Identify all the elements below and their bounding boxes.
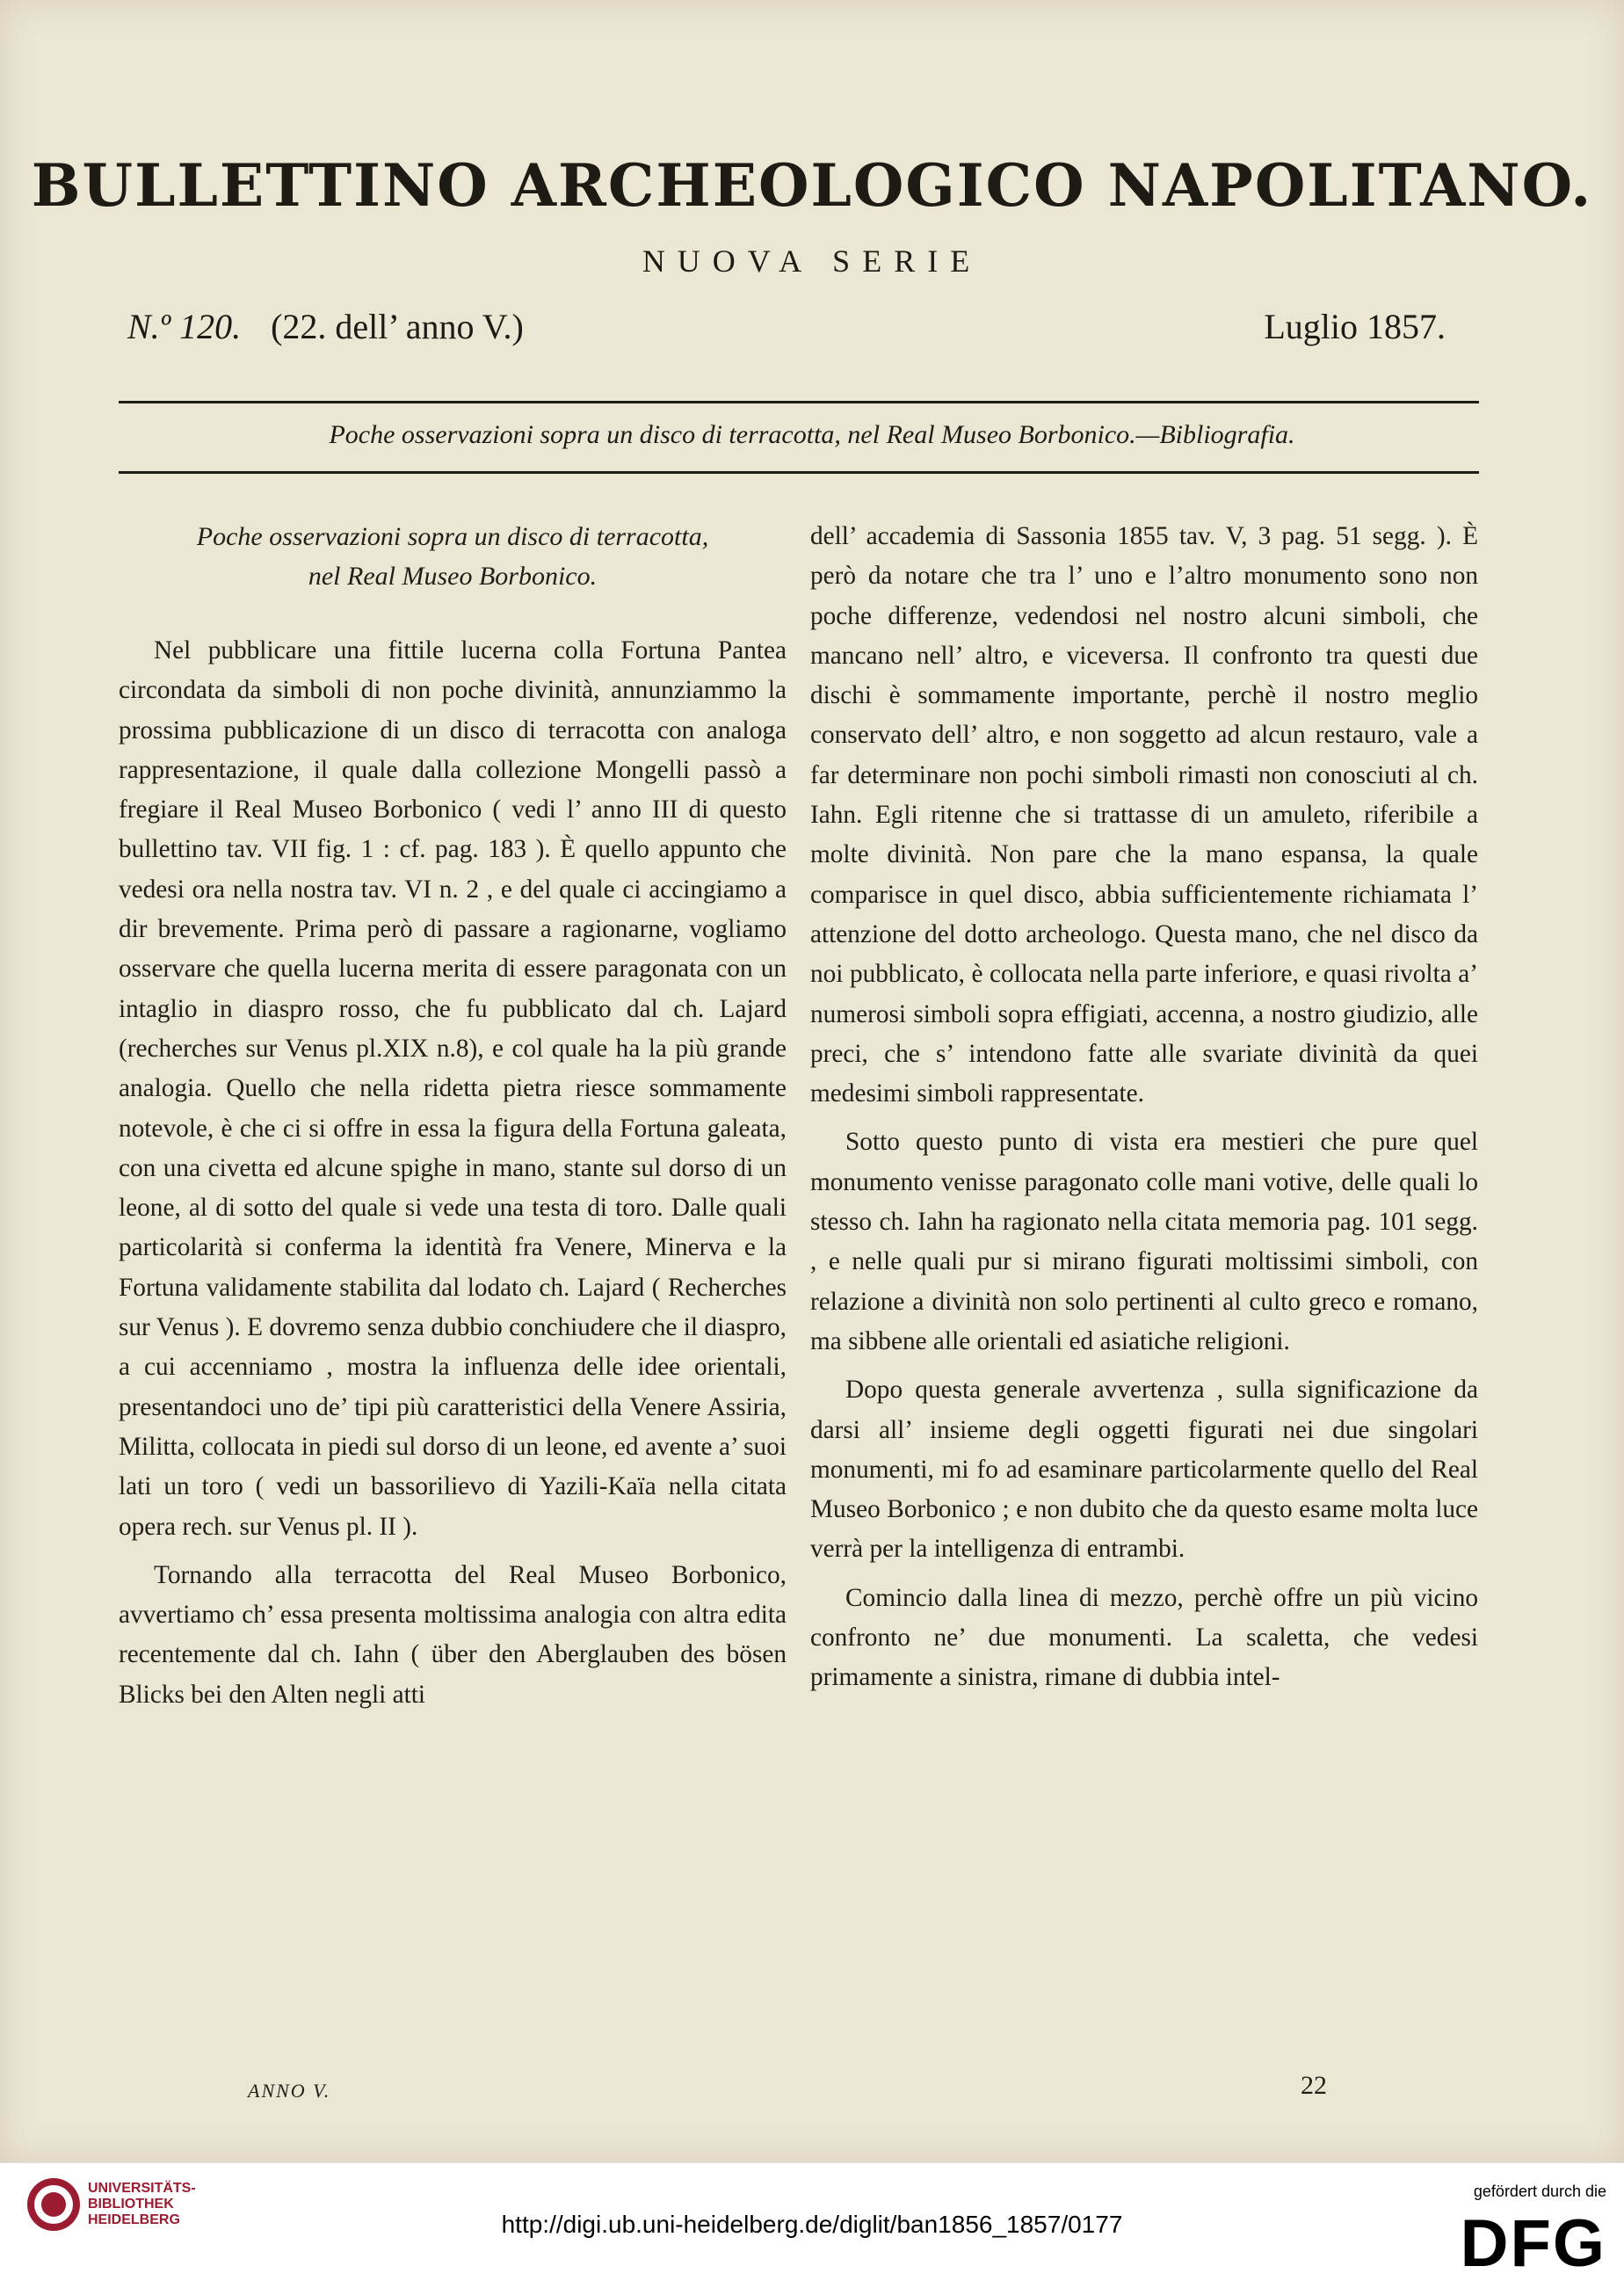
table-of-contents: Poche osservazioni sopra un disco di terracotta, nel Real Museo Borbonico.—Bibliografia. [329,420,1295,449]
header-rule-top [119,401,1479,403]
issue-number: N.º 120. [127,307,242,346]
header-rule-bottom [119,471,1479,474]
left-column [119,517,787,1724]
digitization-footer [0,2162,1624,2288]
article-title-line2: nel Real Museo Borbonico. [308,562,598,591]
dfg-logo: DFG [1460,2206,1606,2281]
paragraph: Tornando alla terracotta del Real Museo Borbonico, avvertiamo ch’ essa presenta moltissima analogia con altra edita recentemente dal ch. Iahn ( über den Aberglauben des bösen Blicks bei den Alten negli atti [119,1560,787,1709]
journal-title: BULLETTINO ARCHEOLOGICO NAPOLITANO. [31,151,1593,220]
issue-line [127,306,1446,347]
paragraph: Dopo questa generale avvertenza , sulla significazione da darsi all’ insieme degli oggetti figurati nei due singolari monumenti, mi fo ad esaminare particolarmente quello del Real Museo Borbonico ; e non dubito che da questo esame molta luce verrà per la intelligenza di entrambi. [810,1376,1478,1564]
paragraph: Sotto questo punto di vista era mestieri che pure quel monumento venisse paragonato colle mani votive, delle quali lo stesso ch. Iahn ha ragionato nella citata memoria pag. 101 segg. , e nelle quali pur si mirano figurati moltissimi simboli, con relazione a divinità non solo pertinenti al culto greco e romano, ma sibbene alle orientali ed asiatiche religioni. [810,1128,1478,1355]
issue-year: (22. dell’ anno V.) [271,307,524,346]
institution-name: UNIVERSITÄTS- BIBLIOTHEK HEIDELBERG [88,2181,196,2227]
article-title [119,517,787,596]
article-title-line1: Poche osservazioni sopra un disco di terracotta, [196,522,709,551]
series-subtitle: NUOVA SERIE [642,243,982,279]
issue-date: Luglio 1857. [1264,307,1446,346]
paragraph: Comincio dalla linea di mezzo, perchè offre un più vicino confronto ne’ due monumenti. La scaletta, che vedesi primamente a sinistra, rimane di dubbia intel- [810,1583,1478,1692]
paragraph: Nel pubblicare una fittile lucerna colla Fortuna Pantea circondata da simboli di non poche divinità, annunziammo la prossima pubblicazione di un disco di terracotta con analoga rappresentazione, il quale dalla collezione Mongelli passò a fregiare il Real Museo Borbonico ( vedi l’ anno III di questo bullettino tav. VII fig. 1 : cf. pag. 183 ). È quello appunto che vedesi ora nella nostra tav. VI n. 2 , e del quale ci accingiamo a dir brevemente. Prima però di passare a ragionarne, vogliamo osservare che quella lucerna merita di essere paragonata con un intaglio in diaspro rosso, che fu pubblicato dal ch. Lajard (recherches sur Venus pl.XIX n.8), e col quale ha la più grande analogia. Quello che nella ridetta pietra riesce sommamente notevole, è che ci si offre in essa la figura della Fortuna galeata, con una civetta ed alcune spighe in mano, stante sul dorso di un leone, al di sotto del quale si vede una testa di toro. Dalle quali particolarità si conferma la identità fra Venere, Minerva e la Fortuna validamente stabilita dal lodato ch. Lajard ( Recherches sur Venus ). E dovremo senza dubbio conchiudere che il diaspro, a cui accenniamo , mostra la influenza delle idee orientali, presentandoci uno de’ tipi più caratteristici della Venere Assiria, Militta, collocata in piedi sul dorso di un leone, ed avente a’ suoi lati un toro ( vedi un bassorilievo di Yazili-Kaïa nella citata opera rech. sur Venus pl. II ). [119,636,787,1541]
printer-signature: ANNO V. [248,2080,331,2102]
funding-caption: gefördert durch die [1473,2183,1606,2200]
paragraph: dell’ accademia di Sassonia 1855 tav. V, 3 pag. 51 segg. ). È però da notare che tra l’ uno e l’altro monumento sono non poche differenze, vedendosi nel nostro alcuni simboli, che mancano nell’ altro, e viceversa. Il confronto tra questi due dischi è sommamente importante, perchè il nostro meglio conservato dell’ altro, e non soggetto ad alcun restauro, vale a far determinare non pochi simboli rimasti non conosciuti al ch. Iahn. Egli ritenne che si trattasse di un amuleto, riferibile a molte divinità. Non pare che la mano espansa, la quale comparisce in quel disco, abbia sufficientemente richiamata l’ attenzione del dotto archeologo. Questa mano, che nel disco da noi pubblicato, è collocata nella parte inferiore, e quasi rivolta a’ numerosi simboli sopra effigiati, accenna, a nostro giudizio, alle preci, che s’ intendono fatte alle svariate divinità da quei medesimi simboli rappresentate. [810,522,1478,1108]
page-number: 22 [1301,2071,1327,2100]
right-column [810,517,1478,1707]
permalink-url[interactable]: http://digi.ub.uni-heidelberg.de/diglit/ban1856_1857/0177 [501,2211,1123,2238]
